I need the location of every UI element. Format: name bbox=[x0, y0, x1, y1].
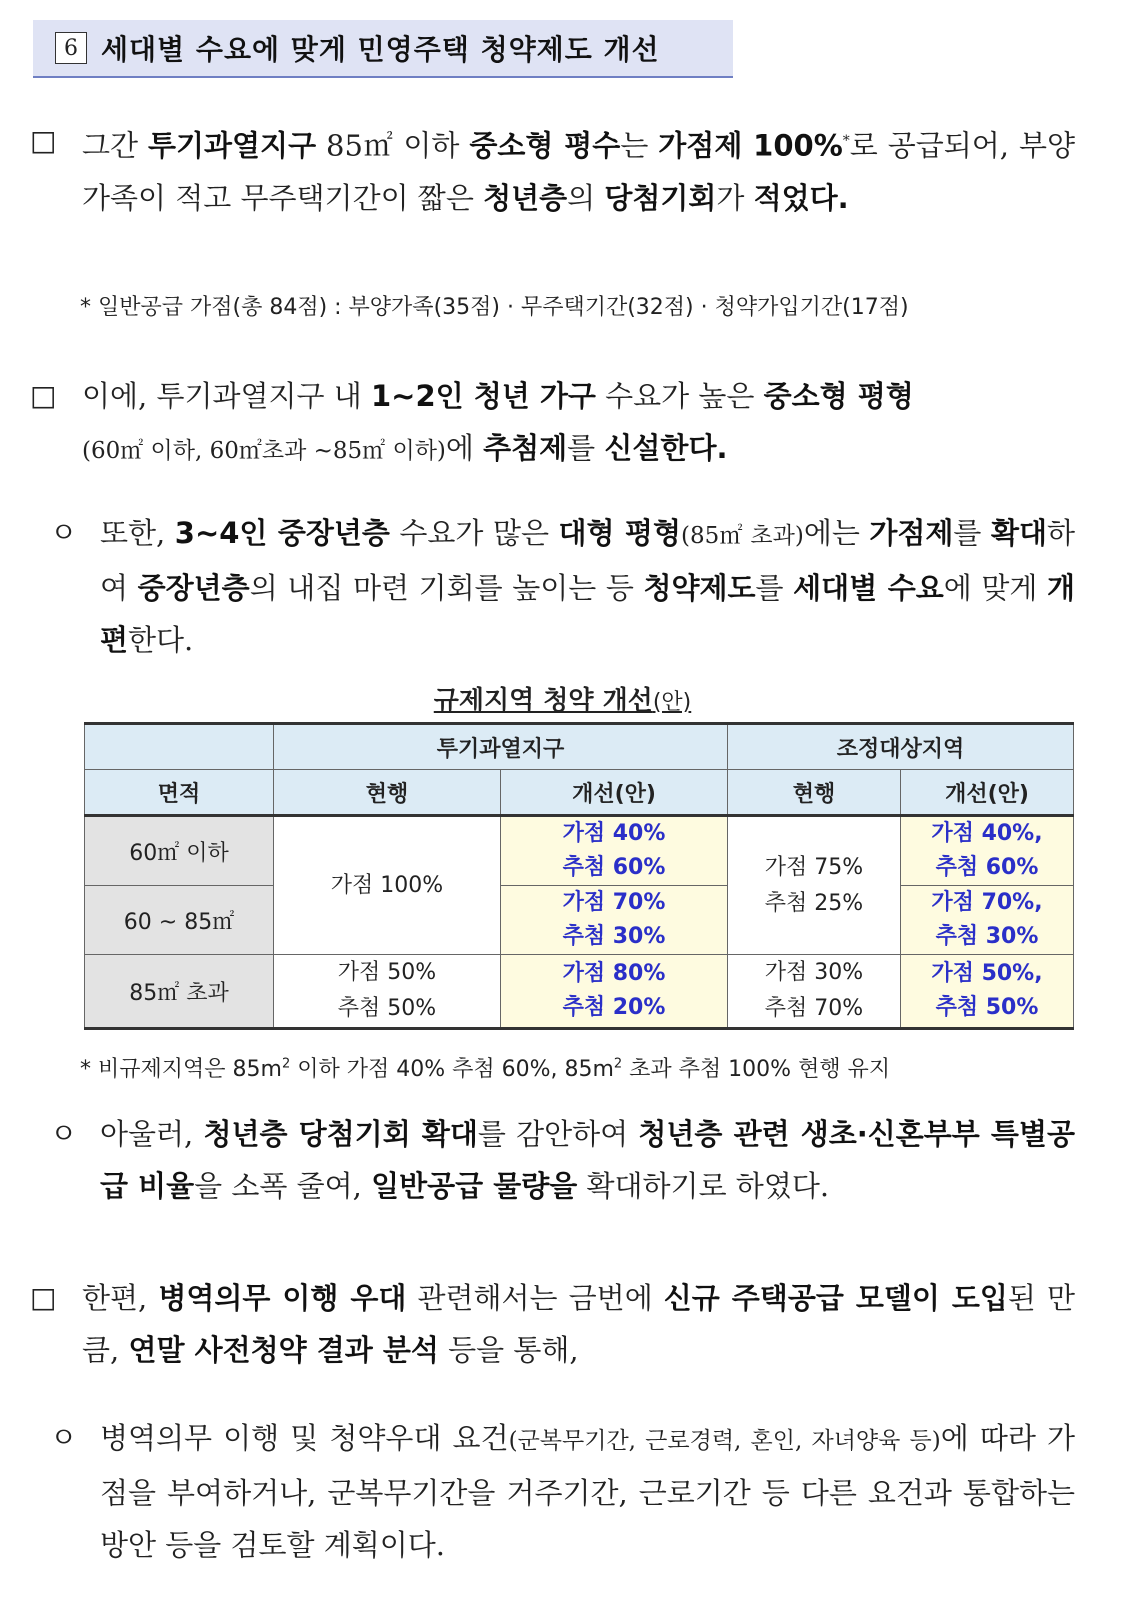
table-header-row bbox=[85, 724, 1074, 770]
adj-current-cell: 가점 30% 추첨 70% bbox=[728, 955, 901, 1029]
square-bullet: □ bbox=[30, 379, 57, 412]
paragraph-5 bbox=[30, 1272, 1075, 1376]
header-spec-current: 현행 bbox=[274, 770, 501, 816]
section-number: 6 bbox=[55, 32, 87, 64]
spec-current-cell: 가점 50% 추첨 50% bbox=[274, 955, 501, 1029]
adj-improved-cell: 가점 70%, 추첨 30% bbox=[901, 886, 1074, 955]
square-bullet: □ bbox=[30, 124, 57, 157]
paragraph-3-text: 또한, 3~4인 중장년층 수요가 많은 대형 평형(85㎡ 초과)에는 가점제를 확대하여 중장년층의 내집 마련 기회를 높이는 등 청약제도를 세대별 수요에 맞게 개편한다. bbox=[100, 516, 1076, 657]
table-row bbox=[85, 816, 1074, 886]
header-speculation-zone: 투기과열지구 bbox=[274, 724, 728, 770]
paragraph-5-text: 한편, 병역의무 이행 우대 관련해서는 금번에 신규 주택공급 모델이 도입된 만큼, 연말 사전청약 결과 분석 등을 통해, bbox=[82, 1281, 1075, 1367]
paragraph-1-text: 그간 투기과열지구 85㎡ 이하 중소형 평수는 가점제 100%*로 공급되어, 부양가족이 적고 무주택기간이 짧은 청년층의 당첨기회가 적었다. bbox=[82, 128, 1076, 215]
circle-bullet: ㅇ bbox=[50, 1117, 78, 1150]
regulation-table bbox=[84, 722, 1074, 1030]
header-empty-cell bbox=[85, 724, 274, 770]
header-area: 면적 bbox=[85, 770, 274, 816]
section-header bbox=[33, 20, 733, 78]
header-adjustment-zone: 조정대상지역 bbox=[728, 724, 1074, 770]
spec-improved-cell: 가점 40% 추첨 60% bbox=[501, 816, 728, 886]
area-cell: 85㎡ 초과 bbox=[85, 955, 274, 1029]
table-row bbox=[85, 886, 1074, 955]
table-title: 규제지역 청약 개선(안) bbox=[433, 686, 692, 716]
header-adj-current: 현행 bbox=[728, 770, 901, 816]
spec-improved-cell: 가점 80% 추첨 20% bbox=[501, 955, 728, 1029]
paragraph-2-text: 이에, 투기과열지구 내 1~2인 청년 가구 수요가 높은 중소형 평형 (60㎡ 이하, 60㎡초과 ~85㎡ 이하)에 추첨제를 신설한다. bbox=[82, 379, 914, 465]
area-cell: 60 ~ 85㎡ bbox=[85, 886, 274, 955]
adj-improved-cell: 가점 50%, 추첨 50% bbox=[901, 955, 1074, 1029]
section-title: 세대별 수요에 맞게 민영주택 청약제도 개선 bbox=[101, 33, 660, 66]
adj-current-cell: 가점 75% 추첨 25% bbox=[728, 816, 901, 955]
square-bullet: □ bbox=[30, 1281, 57, 1314]
header-spec-improved: 개선(안) bbox=[501, 770, 728, 816]
paragraph-2 bbox=[30, 370, 1075, 477]
adj-improved-cell: 가점 40%, 추첨 60% bbox=[901, 816, 1074, 886]
paragraph-4-text: 아울러, 청년층 당첨기회 확대를 감안하여 청년층 관련 생초·신혼부부 특별공급 비율을 소폭 줄여, 일반공급 물량을 확대하기로 하였다. bbox=[100, 1117, 1075, 1203]
header-adj-improved: 개선(안) bbox=[901, 770, 1074, 816]
paragraph-6 bbox=[50, 1412, 1075, 1571]
circle-bullet: ㅇ bbox=[50, 516, 78, 549]
area-cell: 60㎡ 이하 bbox=[85, 816, 274, 886]
paragraph-6-text: 병역의무 이행 및 청약우대 요건(군복무기간, 근로경력, 혼인, 자녀양육 등)에 따라 가점을 부여하거나, 군복무기간을 거주기간, 근로기간 등 다른 요건과 통합하는 방안 등을 검토할 계획이다. bbox=[100, 1421, 1075, 1562]
spec-current-cell: 가점 100% bbox=[274, 816, 501, 955]
paragraph-4 bbox=[50, 1108, 1075, 1212]
paragraph-1 bbox=[30, 115, 1075, 224]
footnote-non-regulated: * 비규제지역은 $85m^2$ 이하 가점 40% 추첨 60%, $85m^2$ 초과 추첨 100% 현행 유지 bbox=[80, 1056, 891, 1082]
footnote-score: * 일반공급 가점(총 84점) : 부양가족(35점) · 무주택기간(32점) · 청약가입기간(17점) bbox=[80, 295, 909, 320]
paragraph-3 bbox=[50, 507, 1075, 666]
table-row bbox=[85, 955, 1074, 1029]
table-subheader-row bbox=[85, 770, 1074, 816]
spec-improved-cell: 가점 70% 추첨 30% bbox=[501, 886, 728, 955]
circle-bullet: ㅇ bbox=[50, 1421, 78, 1454]
